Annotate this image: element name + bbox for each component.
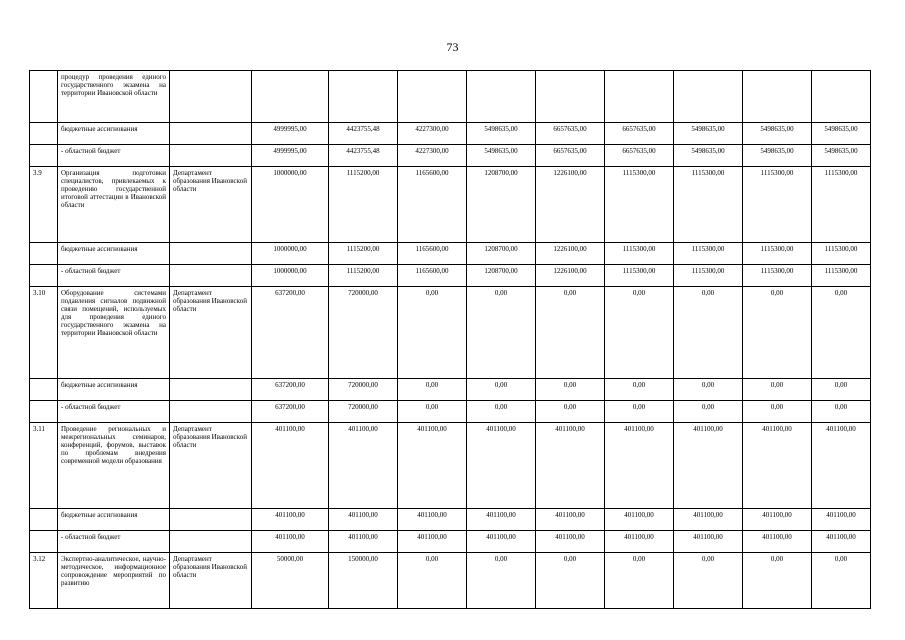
row-value: 401100,00	[467, 509, 536, 531]
row-value: 1115200,00	[329, 243, 398, 265]
row-value: 1115300,00	[743, 243, 812, 265]
row-value: 4423755,48	[329, 145, 398, 167]
row-value: 1115300,00	[812, 243, 871, 265]
row-department	[170, 123, 252, 145]
row-value: 0,00	[743, 401, 812, 423]
row-code: 3.12	[30, 553, 58, 609]
row-value: 401100,00	[252, 509, 329, 531]
budget-table	[29, 70, 871, 609]
row-value: 1208700,00	[467, 243, 536, 265]
row-value	[674, 71, 743, 123]
row-value: 401100,00	[674, 423, 743, 509]
row-code	[30, 123, 58, 145]
row-value: 0,00	[812, 287, 871, 379]
row-code	[30, 243, 58, 265]
row-description: - областной бюджет	[58, 401, 170, 423]
row-department	[170, 401, 252, 423]
row-department: Департамент образования Ивановской области	[170, 423, 252, 509]
row-value: 1115300,00	[674, 265, 743, 287]
row-description: Экспертно-аналитическое, научно-методическое, информационное сопровождение мероприятий по развитию	[58, 553, 170, 609]
row-value: 5498635,00	[467, 145, 536, 167]
table-row	[30, 509, 871, 531]
row-value: 720000,00	[329, 287, 398, 379]
row-value: 401100,00	[743, 531, 812, 553]
row-value: 0,00	[467, 379, 536, 401]
page-number: 73	[446, 40, 459, 54]
row-value: 401100,00	[812, 509, 871, 531]
row-value: 0,00	[743, 287, 812, 379]
row-code: 3.10	[30, 287, 58, 379]
row-description: - областной бюджет	[58, 145, 170, 167]
row-value: 0,00	[674, 553, 743, 609]
row-value: 401100,00	[743, 423, 812, 509]
row-value: 1115300,00	[674, 167, 743, 243]
row-value: 5498635,00	[674, 123, 743, 145]
row-value: 401100,00	[398, 509, 467, 531]
row-value: 401100,00	[812, 531, 871, 553]
row-value: 401100,00	[398, 423, 467, 509]
row-description: Проведение региональных и межрегиональных семинаров, конференций, форумов, выставок по проблемам внедрения современной модели образования	[58, 423, 170, 509]
row-value: 1115300,00	[605, 243, 674, 265]
row-description: - областной бюджет	[58, 531, 170, 553]
row-value: 0,00	[398, 287, 467, 379]
row-description: - областной бюджет	[58, 265, 170, 287]
row-value: 0,00	[398, 553, 467, 609]
row-value: 6657635,00	[605, 123, 674, 145]
row-value: 1115300,00	[605, 265, 674, 287]
row-value: 1226100,00	[536, 167, 605, 243]
row-value: 0,00	[743, 379, 812, 401]
row-code: 3.11	[30, 423, 58, 509]
table-body	[30, 71, 871, 609]
row-value: 1165600,00	[398, 243, 467, 265]
row-value: 1115300,00	[743, 167, 812, 243]
row-department	[170, 243, 252, 265]
row-value: 0,00	[536, 401, 605, 423]
table-row	[30, 423, 871, 509]
row-value	[743, 71, 812, 123]
row-value: 1208700,00	[467, 265, 536, 287]
row-value: 637200,00	[252, 401, 329, 423]
row-value: 6657635,00	[536, 145, 605, 167]
row-value: 0,00	[398, 401, 467, 423]
table-row	[30, 531, 871, 553]
row-value	[812, 71, 871, 123]
row-value: 1115300,00	[605, 167, 674, 243]
row-value: 720000,00	[329, 401, 398, 423]
row-department	[170, 531, 252, 553]
row-value: 5498635,00	[812, 145, 871, 167]
row-value: 401100,00	[536, 423, 605, 509]
row-value: 1165600,00	[398, 265, 467, 287]
row-value: 1115300,00	[812, 265, 871, 287]
row-value: 1115200,00	[329, 265, 398, 287]
table-row	[30, 379, 871, 401]
row-department: Департамент образования Ивановской области	[170, 287, 252, 379]
row-value: 401100,00	[467, 531, 536, 553]
row-value: 0,00	[812, 401, 871, 423]
row-value: 401100,00	[252, 531, 329, 553]
row-value: 401100,00	[605, 531, 674, 553]
row-department	[170, 145, 252, 167]
table-row	[30, 265, 871, 287]
row-value: 637200,00	[252, 287, 329, 379]
row-value: 0,00	[812, 379, 871, 401]
table-row	[30, 287, 871, 379]
row-value: 401100,00	[812, 423, 871, 509]
row-value: 401100,00	[329, 423, 398, 509]
row-value: 0,00	[536, 379, 605, 401]
row-value: 1226100,00	[536, 265, 605, 287]
row-value: 0,00	[536, 553, 605, 609]
table-row	[30, 401, 871, 423]
row-value: 1226100,00	[536, 243, 605, 265]
row-value: 720000,00	[329, 379, 398, 401]
table-row	[30, 167, 871, 243]
row-value: 5498635,00	[674, 145, 743, 167]
row-description: бюджетные ассигнования	[58, 243, 170, 265]
row-description: процедур проведения единого государственного экзамена на территории Ивановской области	[58, 71, 170, 123]
table-row	[30, 145, 871, 167]
row-value: 401100,00	[605, 423, 674, 509]
row-description: бюджетные ассигнования	[58, 123, 170, 145]
row-value: 5498635,00	[743, 145, 812, 167]
row-value	[398, 71, 467, 123]
row-value: 4227300,00	[398, 123, 467, 145]
row-value: 150000,00	[329, 553, 398, 609]
row-value: 0,00	[743, 553, 812, 609]
row-code: 3.9	[30, 167, 58, 243]
row-value: 1115300,00	[743, 265, 812, 287]
row-value: 0,00	[674, 379, 743, 401]
row-value: 1000000,00	[252, 265, 329, 287]
row-value: 401100,00	[536, 509, 605, 531]
row-value	[536, 71, 605, 123]
row-value: 0,00	[674, 287, 743, 379]
row-code	[30, 531, 58, 553]
row-value: 0,00	[467, 287, 536, 379]
row-value: 401100,00	[398, 531, 467, 553]
row-value: 401100,00	[605, 509, 674, 531]
row-value: 0,00	[605, 401, 674, 423]
row-value: 0,00	[398, 379, 467, 401]
row-value: 1115300,00	[812, 167, 871, 243]
row-department	[170, 379, 252, 401]
row-description: Оборудование системами подавления сигналов подвижной связи помещений, используемых для проведения единого государственного экзамена на территории Ивановской области	[58, 287, 170, 379]
row-department: Департамент образования Ивановской области	[170, 553, 252, 609]
row-value	[329, 71, 398, 123]
row-value: 1115300,00	[674, 243, 743, 265]
row-value: 401100,00	[743, 509, 812, 531]
row-value: 0,00	[812, 553, 871, 609]
row-value: 637200,00	[252, 379, 329, 401]
row-description: Организация подготовки специалистов, привлекаемых к проведению государственной итоговой аттестации в Ивановской области	[58, 167, 170, 243]
row-value: 5498635,00	[467, 123, 536, 145]
row-value: 1115200,00	[329, 167, 398, 243]
row-value: 401100,00	[329, 509, 398, 531]
row-value: 0,00	[674, 401, 743, 423]
table-row	[30, 243, 871, 265]
row-value: 5498635,00	[812, 123, 871, 145]
row-description: бюджетные ассигнования	[58, 379, 170, 401]
row-value: 4999995,00	[252, 123, 329, 145]
row-value: 1000000,00	[252, 167, 329, 243]
row-department	[170, 71, 252, 123]
row-value	[467, 71, 536, 123]
table-row	[30, 123, 871, 145]
row-value: 401100,00	[329, 531, 398, 553]
row-code	[30, 401, 58, 423]
row-description: бюджетные ассигнования	[58, 509, 170, 531]
row-value: 4423755,48	[329, 123, 398, 145]
row-code	[30, 379, 58, 401]
row-value: 401100,00	[674, 531, 743, 553]
row-value	[605, 71, 674, 123]
table-row	[30, 71, 871, 123]
row-value: 401100,00	[252, 423, 329, 509]
row-value	[252, 71, 329, 123]
row-value: 4999995,00	[252, 145, 329, 167]
row-code	[30, 71, 58, 123]
row-value: 401100,00	[467, 423, 536, 509]
row-value: 0,00	[605, 553, 674, 609]
row-value: 5498635,00	[743, 123, 812, 145]
row-value: 1000000,00	[252, 243, 329, 265]
row-code	[30, 509, 58, 531]
row-value: 1208700,00	[467, 167, 536, 243]
row-value: 6657635,00	[536, 123, 605, 145]
row-value: 0,00	[467, 401, 536, 423]
row-department	[170, 509, 252, 531]
row-value: 1165600,00	[398, 167, 467, 243]
row-value: 6657635,00	[605, 145, 674, 167]
row-department	[170, 265, 252, 287]
row-value: 50000,00	[252, 553, 329, 609]
row-value: 401100,00	[674, 509, 743, 531]
row-code	[30, 145, 58, 167]
table-row	[30, 553, 871, 609]
row-code	[30, 265, 58, 287]
row-value: 0,00	[536, 287, 605, 379]
row-value: 0,00	[605, 287, 674, 379]
row-value: 401100,00	[536, 531, 605, 553]
row-value: 0,00	[605, 379, 674, 401]
row-department: Департамент образования Ивановской области	[170, 167, 252, 243]
row-value: 4227300,00	[398, 145, 467, 167]
row-value: 0,00	[467, 553, 536, 609]
